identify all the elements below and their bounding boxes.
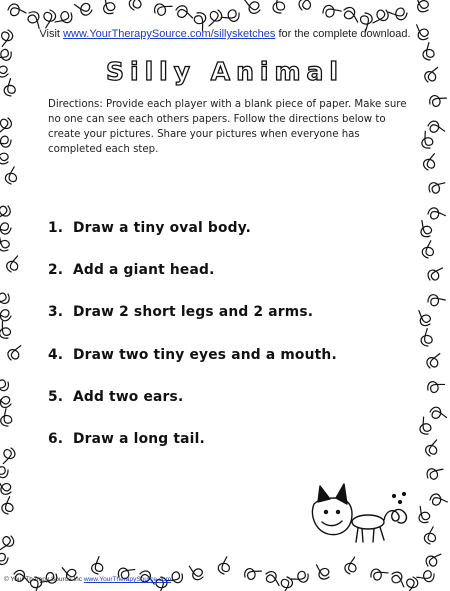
footer-link[interactable]: www.YourTherapySource.com xyxy=(83,576,172,583)
notice-prefix: Visit xyxy=(39,28,60,40)
step-text: Add two ears. xyxy=(73,388,184,405)
step-text: Draw two tiny eyes and a mouth. xyxy=(73,346,337,363)
step-item xyxy=(48,262,408,304)
directions-text: Directions: Provide each player with a blank piece of paper. Make sure no one can see each others papers. Follow the directions below to create your pictures. Share your pictures when everyone has completed each step. xyxy=(48,99,407,155)
download-link[interactable]: www.YourTherapySource.com/sillysketches xyxy=(63,28,276,40)
copyright-text: © Your Therapy Source Inc xyxy=(4,576,83,583)
step-number: 2. xyxy=(48,262,64,279)
step-number: 1. xyxy=(48,220,64,236)
title-text: Silly Animal xyxy=(106,57,344,86)
step-text: Draw a long tail. xyxy=(73,430,205,447)
steps-list xyxy=(48,220,408,473)
step-item xyxy=(48,220,408,262)
step-number: 3. xyxy=(48,304,64,321)
step-item xyxy=(48,304,408,346)
title-outline xyxy=(95,52,355,88)
notice-suffix: for the complete download. xyxy=(278,28,411,40)
download-notice xyxy=(0,28,450,40)
page-title xyxy=(0,52,450,88)
step-number: 5. xyxy=(48,388,64,405)
step-number: 6. xyxy=(48,430,64,447)
step-text: Draw a tiny oval body. xyxy=(73,220,252,236)
step-item xyxy=(48,431,408,473)
step-item xyxy=(48,389,408,431)
footer xyxy=(4,576,171,583)
step-text: Draw 2 short legs and 2 arms. xyxy=(73,304,314,321)
cat-sketch-icon xyxy=(300,474,412,552)
step-item xyxy=(48,347,408,389)
step-number: 4. xyxy=(48,346,64,363)
step-text: Add a giant head. xyxy=(73,262,215,279)
